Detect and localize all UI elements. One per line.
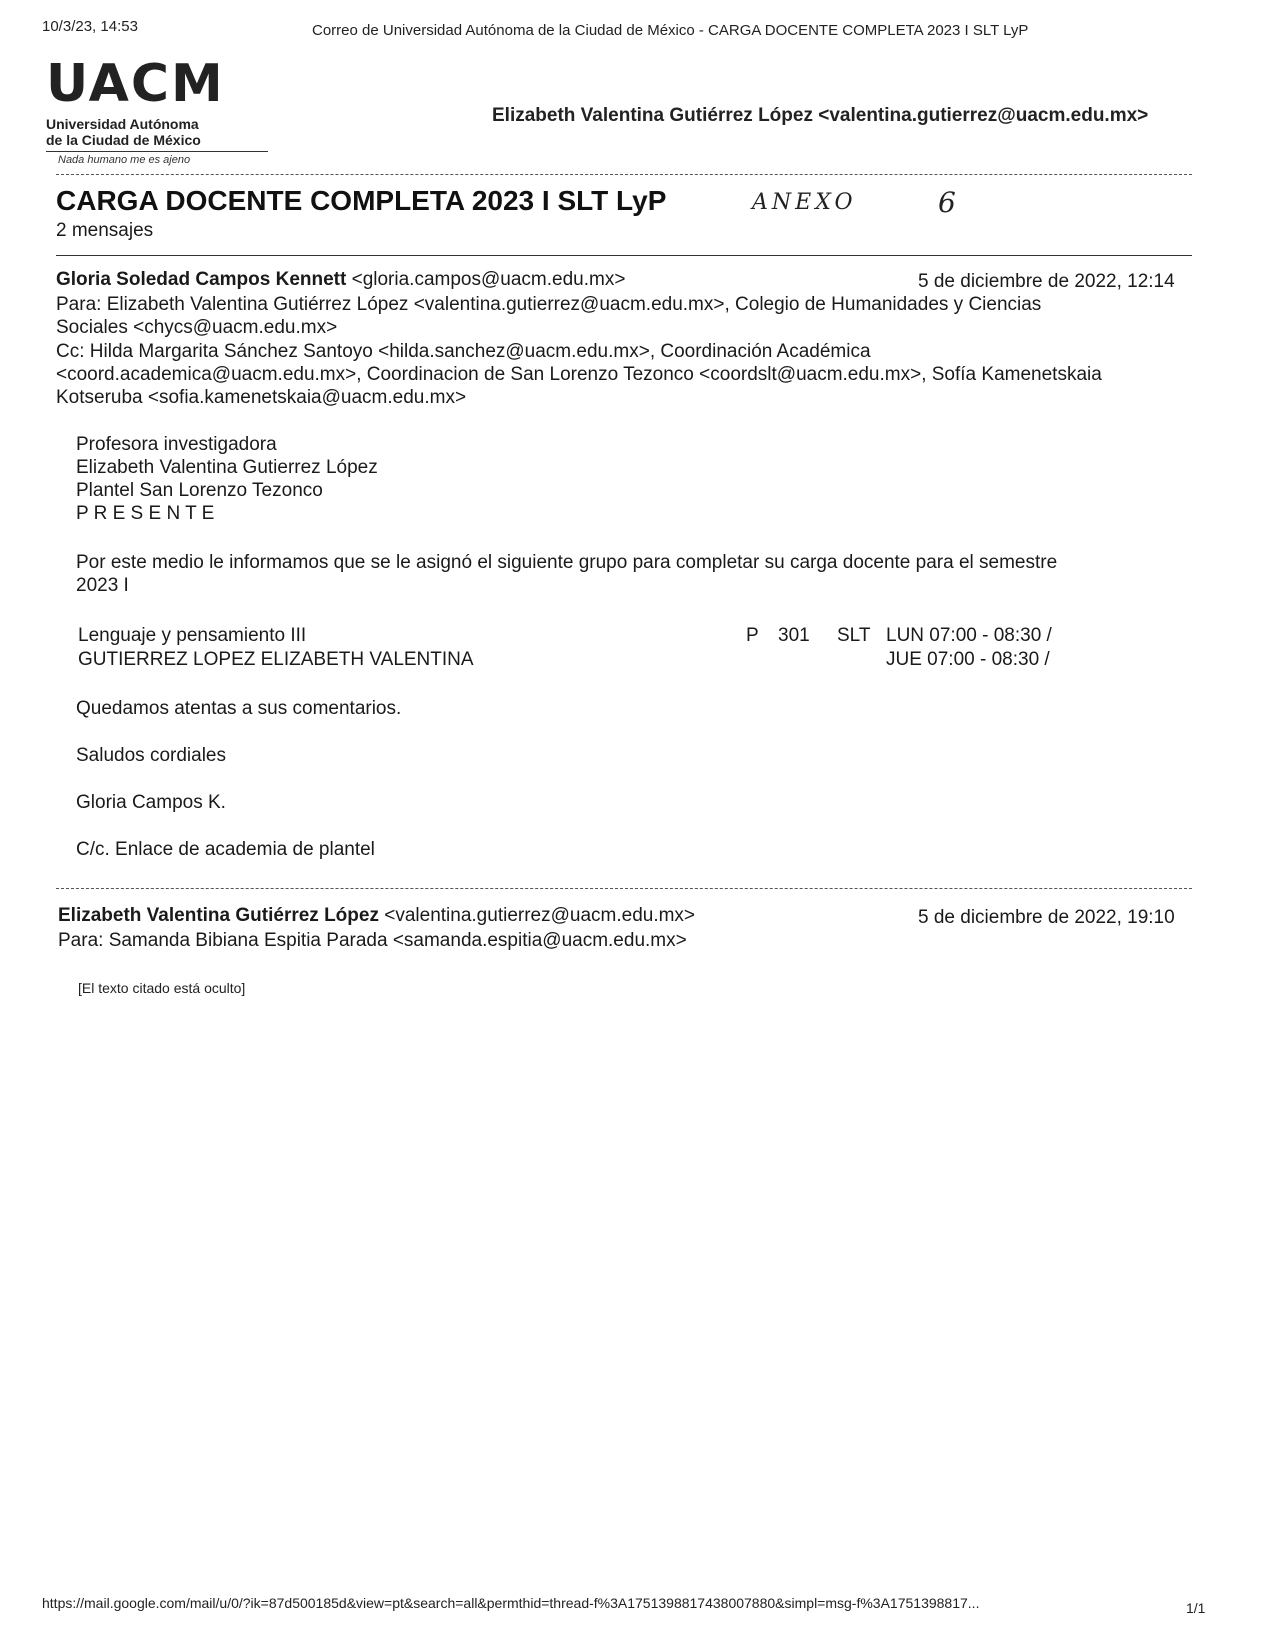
message-2-sender xyxy=(58,904,695,927)
logo-line-1: Universidad Autónoma xyxy=(46,116,199,132)
header-divider xyxy=(56,174,1192,175)
cc-note: C/c. Enlace de academia de plantel xyxy=(76,839,375,860)
message-2-date: 5 de diciembre de 2022, 19:10 xyxy=(918,907,1175,928)
print-datetime: 10/3/23, 14:53 xyxy=(42,18,138,35)
message-1-to-line-2: Sociales <chycs@uacm.edu.mx> xyxy=(56,317,338,338)
greeting-line: Plantel San Lorenzo Tezonco xyxy=(76,480,323,501)
course-teacher: GUTIERREZ LOPEZ ELIZABETH VALENTINA xyxy=(78,649,474,670)
course-schedule-1: LUN 07:00 - 08:30 / xyxy=(886,625,1052,646)
account-header: Elizabeth Valentina Gutiérrez López <valentina.gutierrez@uacm.edu.mx> xyxy=(492,105,1149,126)
signature: Gloria Campos K. xyxy=(76,792,226,813)
logo-line-2: de la Ciudad de México xyxy=(46,132,201,148)
body-line-2: 2023 I xyxy=(76,575,129,596)
message-count: 2 mensajes xyxy=(56,220,154,241)
footer-url: https://mail.google.com/mail/u/0/?ik=87d500185d&view=pt&search=all&permthid=thread-f%3A1751398817438007880&simpl=msg-f%3A1751398817... xyxy=(42,1595,980,1611)
message-1-sender xyxy=(56,268,625,291)
course-campus: SLT xyxy=(837,625,871,646)
greeting-line: Elizabeth Valentina Gutierrez López xyxy=(76,457,378,478)
message-divider xyxy=(56,888,1192,889)
print-title: Correo de Universidad Autónoma de la Ciudad de México - CARGA DOCENTE COMPLETA 2023 I SLT LyP xyxy=(312,22,1029,39)
message-2-sender-name: Elizabeth Valentina Gutiérrez López xyxy=(58,905,379,926)
message-2-sender-email: <valentina.gutierrez@uacm.edu.mx> xyxy=(384,905,696,926)
handwritten-annex: ANEXO xyxy=(752,190,857,215)
message-1-sender-name: Gloria Soledad Campos Kennett xyxy=(56,269,347,290)
subject-divider xyxy=(56,255,1192,256)
closing-regards: Saludos cordiales xyxy=(76,745,226,766)
logo-wordmark: UACM xyxy=(46,54,225,114)
message-1-cc-line-1: Cc: Hilda Margarita Sánchez Santoyo <hilda.sanchez@uacm.edu.mx>, Coordinación Académica xyxy=(56,341,871,362)
page-number: 1/1 xyxy=(1186,1600,1206,1616)
course-group: 301 xyxy=(778,625,810,646)
message-1-sender-email: <gloria.campos@uacm.edu.mx> xyxy=(351,269,626,290)
greeting-line: Profesora investigadora xyxy=(76,434,277,455)
course-schedule-2: JUE 07:00 - 08:30 / xyxy=(886,649,1050,670)
course-name: Lenguaje y pensamiento III xyxy=(78,625,307,646)
message-1-cc-line-2: <coord.academica@uacm.edu.mx>, Coordinacion de San Lorenzo Tezonco <coordslt@uacm.edu.mx>, Sofía Kamenetskaia xyxy=(56,364,1102,385)
closing-comments: Quedamos atentas a sus comentarios. xyxy=(76,698,402,719)
message-1-cc-line-3: Kotseruba <sofia.kamenetskaia@uacm.edu.mx> xyxy=(56,387,467,408)
greeting-block xyxy=(76,433,378,525)
message-1-to-line-1: Para: Elizabeth Valentina Gutiérrez López <valentina.gutierrez@uacm.edu.mx>, Colegio de Humanidades y Ciencias xyxy=(56,294,1042,315)
greeting-line: P R E S E N T E xyxy=(76,503,215,524)
logo-tagline: Nada humano me es ajeno xyxy=(58,154,191,166)
message-1-date: 5 de diciembre de 2022, 12:14 xyxy=(918,271,1175,292)
body-line-1: Por este medio le informamos que se le asignó el siguiente grupo para completar su carga docente para el semestre xyxy=(76,552,1058,573)
course-type: P xyxy=(746,625,759,646)
message-2-to-line: Para: Samanda Bibiana Espitia Parada <samanda.espitia@uacm.edu.mx> xyxy=(58,930,687,951)
handwritten-number: 6 xyxy=(938,186,960,219)
uacm-logo xyxy=(46,54,276,166)
thread-subject: CARGA DOCENTE COMPLETA 2023 I SLT LyP xyxy=(56,185,667,216)
logo-underline xyxy=(46,151,268,152)
quoted-text-hidden[interactable]: [El texto citado está oculto] xyxy=(78,980,246,996)
